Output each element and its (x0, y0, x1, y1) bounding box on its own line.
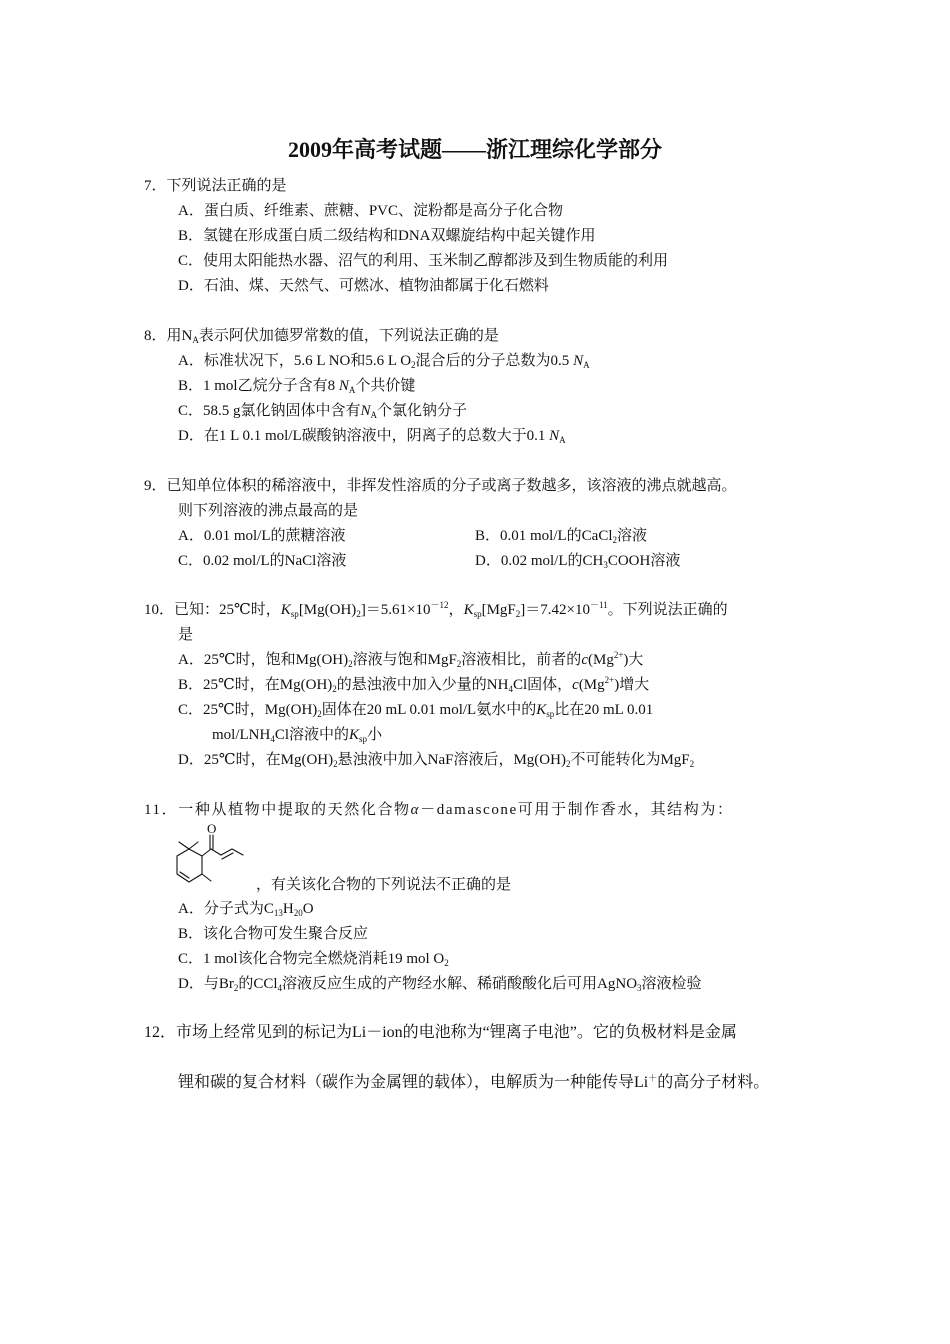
q8-option-a: A．标准状况下，5.6 L NO和5.6 L $O_2$混合后的分子总数为0.5 $N_A$ (178, 353, 590, 370)
q7-option-b: B．氢键在形成蛋白质二级结构和DNA双螺旋结构中起关键作用 (178, 228, 596, 244)
q7-option-a: A．蛋白质、纤维素、蔗糖、PVC、淀粉都是高分子化合物 (178, 203, 564, 219)
q11-stem-cont: ，有关该化合物的下列说法不正确的是 (256, 877, 512, 893)
q9-stem: 9．已知单位体积的稀溶液中，非挥发性溶质的分子或离子数越多，该溶液的沸点就越高。 (144, 478, 737, 494)
q9-option-d: D．0.02 mol/L的$CH_3COOH$溶液 (475, 553, 681, 570)
q10-option-b: B．25℃时，在$Mg(OH)_2$的悬浊液中加入少量的$NH_4Cl$固体，$c(Mg^{2+})$增大 (178, 675, 650, 694)
q9-option-b: B．0.01 mol/L的CaCl$_2$溶液 (475, 528, 648, 545)
q10-stem: 10．已知：25℃时，$K_{sp}[Mg(OH)_2]=5.61\times 10^{-12}$，$K_{sp}[MgF_2]=7.42\times 10^{-11}$。下列说法正确的 (144, 600, 728, 619)
oxygen-label: O (207, 822, 217, 836)
q10-option-c: C．25℃时，$Mg(OH)_2$固体在20 mL 0.01 mol/L氨水中的$K_{sp}$比在20 mL 0.01 (178, 702, 654, 719)
q10-option-d: D．25℃时，在$Mg(OH)_2$悬浊液中加入NaF溶液后，$Mg(OH)_2$不可能转化为MgF$_2$ (178, 752, 695, 769)
q8-stem: 8．用$N_A$表示阿伏加德罗常数的值，下列说法正确的是 (144, 328, 499, 345)
q7-option-d: D．石油、煤、天然气、可燃冰、植物油都属于化石燃料 (178, 278, 549, 294)
q11-option-d: D．与$Br_2$的CCl$_4$溶液反应生成的产物经水解、稀硝酸酸化后可用AgNO$_3$溶液检验 (178, 976, 702, 993)
q7-option-c: C．使用太阳能热水器、沼气的利用、玉米制乙醇都涉及到生物质能的利用 (178, 253, 669, 269)
q8-option-c: C．58.5 g氯化钠固体中含有$N_A$个氯化钠分子 (178, 403, 468, 420)
q8-option-b: B．1 mol乙烷分子含有8 $N_A$个共价键 (178, 378, 416, 395)
q9-option-a: A．0.01 mol/L的蔗糖溶液 (178, 528, 346, 544)
q9-option-c: C．0.02 mol/L的NaCl溶液 (178, 553, 347, 569)
q11-stem: 11．一种从植物中提取的天然化合物α－damascone可用于制作香水，其结构为： (144, 802, 734, 818)
q10-option-a: A．25℃时，饱和$Mg(OH)_2$溶液与饱和MgF$_2$溶液相比，前者的$c(Mg^{2+})$大 (178, 650, 644, 669)
q7-stem: 7．下列说法正确的是 (144, 178, 287, 194)
q9-stem-cont: 则下列溶液的沸点最高的是 (178, 503, 359, 519)
q10-stem-cont: 是 (178, 627, 194, 643)
q12-stem-cont: 锂和碳的复合材料（碳作为金属锂的载体），电解质为一种能传导Li＋的高分子材料。 (178, 1073, 770, 1091)
page-title: 2009年高考试题——浙江理综化学部分 (287, 137, 662, 162)
q8-option-d: D．在1 L 0.1 mol/L碳酸钠溶液中，阴离子的总数大于0.1 $N_A$ (178, 428, 566, 445)
q11-option-c: C．1 mol该化合物完全燃烧消耗19 mol $O_2$ (178, 951, 449, 968)
alpha-damascone-structure (176, 822, 266, 890)
q11-option-b: B．该化合物可发生聚合反应 (178, 926, 369, 942)
q12-stem: 12．市场上经常见到的标记为Li－ion的电池称为“锂离子电池”。它的负极材料是金属 (144, 1024, 737, 1041)
q11-option-a: A．分子式为$C_{13}H_{20}O$ (178, 901, 314, 918)
q10-option-c-cont: mol/$LNH_4Cl$溶液中的$K_{sp}$小 (212, 727, 383, 744)
